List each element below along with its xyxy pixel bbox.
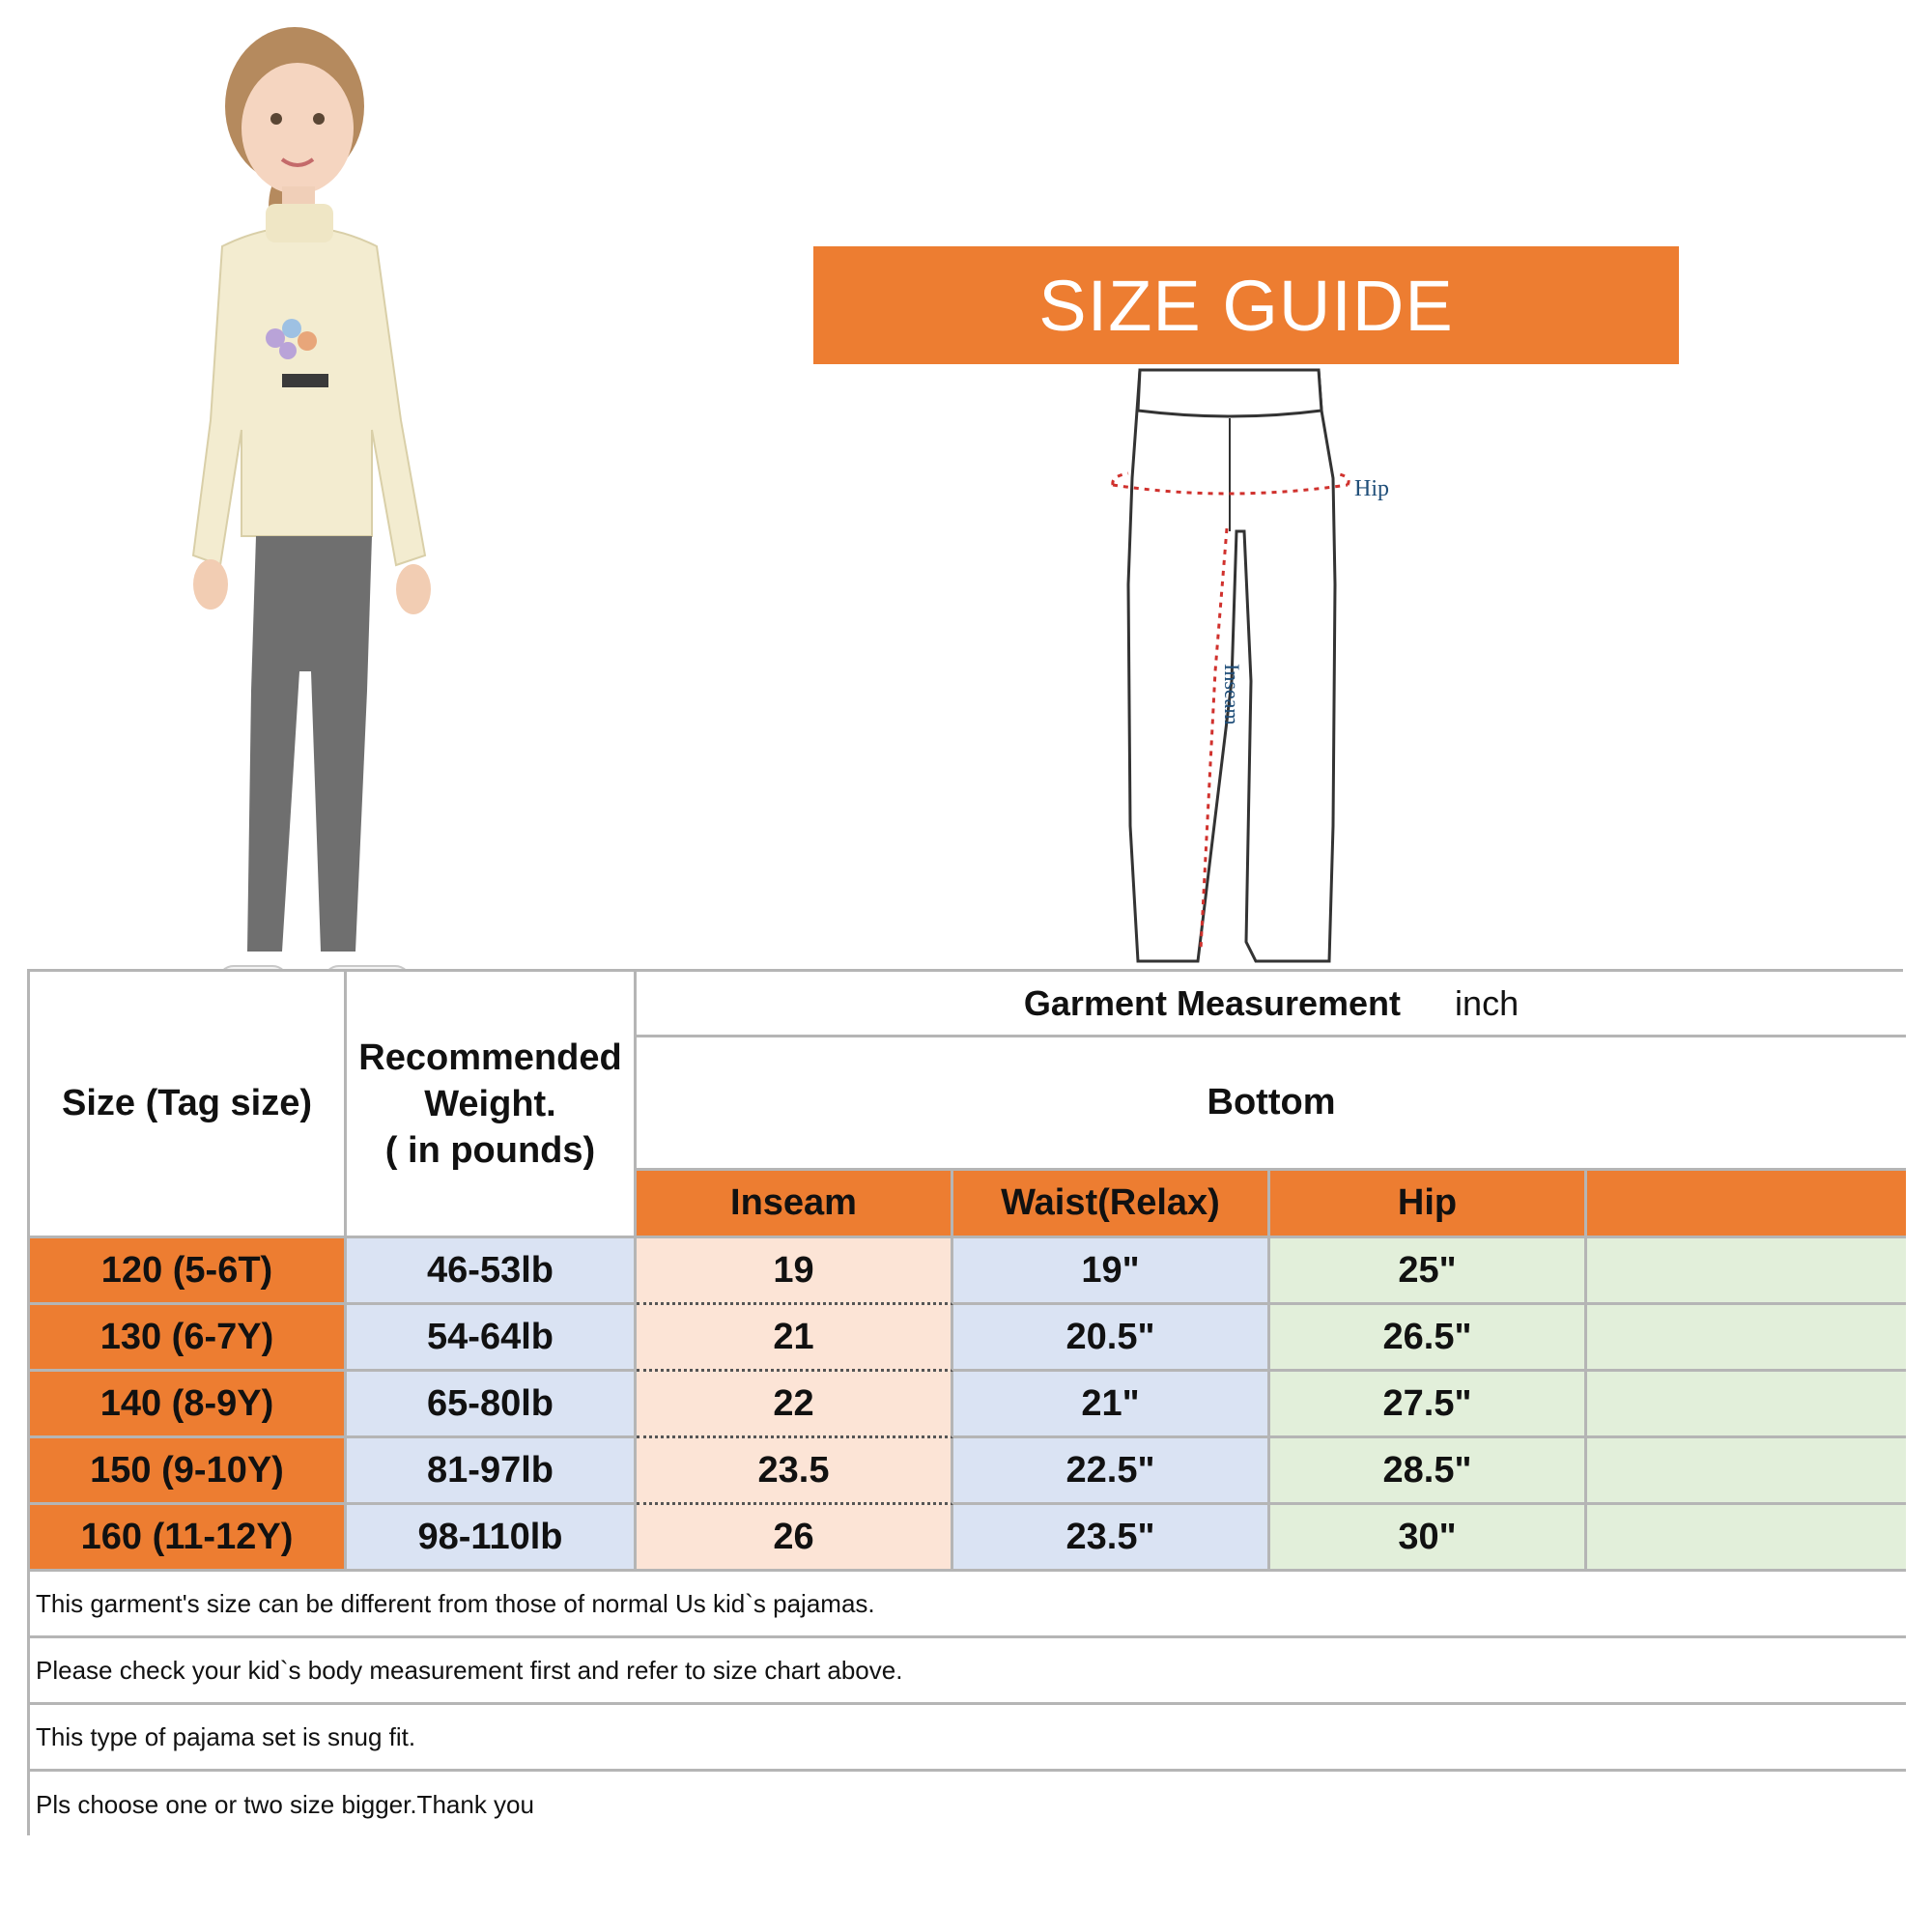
size-cell: 140 (8-9Y): [30, 1372, 347, 1438]
blank-cell: [1587, 1305, 1906, 1372]
waist-cell: 19": [953, 1238, 1270, 1305]
bottom-group-header: Bottom: [637, 1037, 1906, 1171]
note-line: Pls choose one or two size bigger.Thank you: [30, 1772, 1906, 1838]
note-line: Please check your kid`s body measurement first and refer to size chart above.: [30, 1638, 1906, 1705]
blank-cell: [1587, 1372, 1906, 1438]
waist-header: Waist(Relax): [953, 1171, 1270, 1238]
hip-cell: 25": [1270, 1238, 1587, 1305]
garment-measurement-label: Garment Measurement: [1023, 982, 1402, 1023]
hip-label: Hip: [1354, 476, 1389, 501]
blank-cell: [1587, 1505, 1906, 1572]
garment-measurement-header: [637, 972, 1906, 1037]
inseam-label: Inseam: [1220, 664, 1244, 725]
inseam-cell: 23.5: [637, 1438, 953, 1505]
hip-cell: 28.5": [1270, 1438, 1587, 1505]
size-cell: 160 (11-12Y): [30, 1505, 347, 1572]
inseam-cell: 21: [637, 1305, 953, 1372]
hip-cell: 30": [1270, 1505, 1587, 1572]
inseam-header: Inseam: [637, 1171, 953, 1238]
size-cell: 120 (5-6T): [30, 1238, 347, 1305]
weight-header-line-2: Weight.: [424, 1083, 556, 1124]
weight-cell: 46-53lb: [347, 1238, 637, 1305]
weight-cell: 65-80lb: [347, 1372, 637, 1438]
waist-cell: 20.5": [953, 1305, 1270, 1372]
blank-cell: [1587, 1438, 1906, 1505]
size-cell: 130 (6-7Y): [30, 1305, 347, 1372]
waist-cell: 23.5": [953, 1505, 1270, 1572]
size-column-header: Size (Tag size): [30, 972, 347, 1238]
child-model-photo: [106, 14, 493, 1058]
weight-cell: 54-64lb: [347, 1305, 637, 1372]
size-table: [27, 969, 1903, 1835]
weight-header-line-1: Recommended: [358, 1037, 622, 1078]
inseam-cell: 26: [637, 1505, 953, 1572]
weight-header-line-3: ( in pounds): [384, 1129, 596, 1171]
weight-cell: 98-110lb: [347, 1505, 637, 1572]
hip-cell: 27.5": [1270, 1372, 1587, 1438]
note-line: This garment's size can be different from those of normal Us kid`s pajamas.: [30, 1572, 1906, 1638]
hip-cell: 26.5": [1270, 1305, 1587, 1372]
hip-header: Hip: [1270, 1171, 1587, 1238]
waist-cell: 21": [953, 1372, 1270, 1438]
blank-cell: [1587, 1238, 1906, 1305]
note-line: This type of pajama set is snug fit.: [30, 1705, 1906, 1772]
size-cell: 150 (9-10Y): [30, 1438, 347, 1505]
inseam-cell: 19: [637, 1238, 953, 1305]
size-guide-title: SIZE GUIDE: [813, 246, 1679, 364]
weight-cell: 81-97lb: [347, 1438, 637, 1505]
blank-header: [1587, 1171, 1906, 1238]
inseam-cell: 22: [637, 1372, 953, 1438]
leggings-diagram: [1072, 362, 1410, 980]
unit-label: inch: [1455, 982, 1520, 1023]
waist-cell: 22.5": [953, 1438, 1270, 1505]
weight-column-header: [347, 972, 637, 1238]
